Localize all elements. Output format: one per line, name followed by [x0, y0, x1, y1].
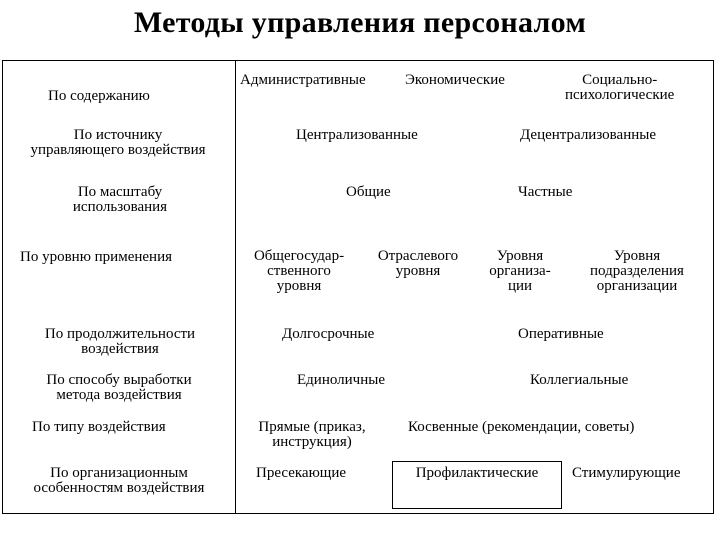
method-line: инструкция)	[272, 434, 352, 450]
criterion-line: По организационным	[50, 465, 188, 481]
method-line: Экономические	[405, 72, 505, 88]
method-indirect	[408, 420, 634, 435]
method-centralized	[296, 128, 418, 143]
method-line: уровня	[395, 263, 441, 279]
method-socio-psychological	[565, 73, 674, 103]
method-economic	[405, 73, 505, 88]
method-industry-level	[364, 249, 472, 279]
method-line: Уровня	[496, 248, 544, 264]
method-line: подразделения	[590, 263, 684, 279]
method-private	[518, 185, 572, 200]
criterion-line: метода воздействия	[56, 387, 182, 403]
method-line: уровня	[276, 278, 322, 294]
criterion-line: управляющего воздействия	[30, 142, 206, 158]
criterion-line: По типу воздействия	[32, 419, 166, 435]
method-line: Стимулирующие	[572, 465, 681, 481]
method-line: Коллегиальные	[530, 372, 629, 388]
criterion-line: По уровню применения	[20, 249, 172, 265]
method-national-level	[238, 249, 360, 294]
method-line: Косвенные (рекомендации, советы)	[408, 419, 635, 435]
method-line: Децентрализованные	[520, 127, 656, 143]
method-line: Социально-	[582, 72, 658, 88]
criterion-by-development-method	[24, 373, 214, 403]
page-title: Методы управления персоналом	[133, 6, 587, 39]
method-line: Общие	[346, 184, 391, 200]
method-line: Профилактические	[415, 465, 539, 481]
method-line: Общегосудар-	[253, 248, 345, 264]
criterion-line: использования	[72, 199, 168, 215]
criterion-by-organizational-features	[6, 466, 232, 496]
method-subdivision-level	[568, 249, 706, 294]
criterion-line: воздействия	[81, 341, 159, 357]
criterion-by-impact-type	[32, 420, 166, 435]
method-organization-level	[476, 249, 564, 294]
method-direct	[240, 420, 384, 450]
criterion-line: По источнику	[73, 127, 163, 143]
criterion-by-content	[48, 89, 150, 104]
criterion-by-duration	[20, 327, 220, 357]
method-line: Уровня	[613, 248, 661, 264]
method-line: Прямые (приказ,	[258, 419, 366, 435]
method-long-term	[282, 327, 374, 342]
method-line: организации	[596, 278, 678, 294]
method-line: ственного	[267, 263, 331, 279]
criterion-line: По масштабу	[77, 184, 163, 200]
method-operational	[518, 327, 604, 342]
method-line: Единоличные	[297, 372, 385, 388]
criterion-line: По способу выработки	[46, 372, 192, 388]
criterion-line: По продолжительности	[44, 326, 196, 342]
method-line: Пресекающие	[256, 465, 347, 481]
criterion-line: По содержанию	[48, 88, 150, 104]
method-collegial	[530, 373, 628, 388]
method-line: психологические	[565, 87, 675, 103]
method-line: Оперативные	[518, 326, 604, 342]
method-stimulating	[572, 466, 680, 481]
method-line: Частные	[518, 184, 573, 200]
method-line: Отраслевого	[377, 248, 459, 264]
method-line: Долгосрочные	[282, 326, 375, 342]
method-suppressive	[256, 466, 346, 481]
method-line: Централизованные	[296, 127, 418, 143]
method-line: Административные	[240, 72, 366, 88]
method-decentralized	[520, 128, 656, 143]
method-line: ции	[507, 278, 533, 294]
column-divider	[235, 60, 236, 514]
method-individual	[297, 373, 385, 388]
criterion-by-source	[4, 128, 232, 158]
method-line: организа-	[489, 263, 551, 279]
method-administrative	[240, 73, 366, 88]
criterion-by-scale	[50, 185, 190, 215]
method-general	[346, 185, 391, 200]
criterion-by-application-level	[20, 250, 172, 265]
method-preventive	[392, 461, 562, 509]
criterion-line: особенностям воздействия	[33, 480, 205, 496]
